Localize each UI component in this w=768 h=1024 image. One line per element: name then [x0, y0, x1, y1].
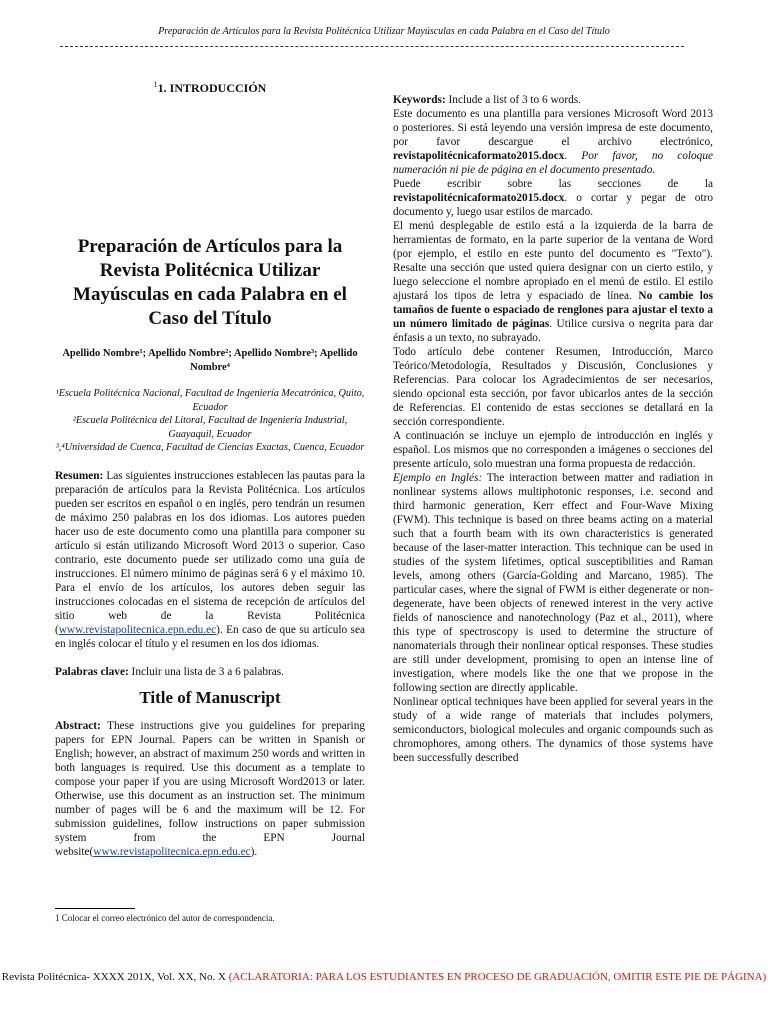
- page-footer: [0, 970, 768, 984]
- affiliation-3: ³,⁴Universidad de Cuenca, Facultad de Ciencias Exactas, Cuenca, Ecuador: [55, 442, 365, 453]
- section-heading: [55, 78, 365, 95]
- keywords: [393, 93, 713, 107]
- p3-bold: No cambie los tamaños de fuente o espaciado de renglones para ajustar el texto a un número limitado de páginas: [393, 290, 713, 330]
- footnote: 1 Colocar el correo electrónico del autor de correspondencia.: [55, 913, 275, 923]
- p3-end: . Utilice cursiva o negrita para dar énfasis a un texto, no subrayado.: [393, 318, 713, 344]
- palabras-clave-text: Incluir una lista de 3 a 6 palabras.: [128, 665, 285, 678]
- p2-filename: revistapolitécnicaformato2015.docx: [393, 192, 565, 204]
- english-title: Title of Manuscript: [139, 687, 281, 707]
- right-column: [393, 93, 713, 765]
- p3-text: El menú desplegable de estilo está a la izquierda de la barra de herramientas de formato, en la parte superior de la ventana de Word (por ejemplo, el estilo en este punto del documento es "Texto"). Resalte una sección que usted quiera designar con un cierto estilo, y luego seleccione el nombre apropiado en el menú de estilo. El estilo ajustará los tipos de letra y espaciado de línea.: [393, 220, 713, 302]
- p1-italic: Por favor, no coloque numeración ni pie de página en el documento presentado.: [393, 150, 713, 176]
- keywords-text: Include a list of 3 to 6 words.: [445, 94, 581, 106]
- keywords-label: Keywords:: [393, 94, 446, 106]
- palabras-clave: [55, 665, 365, 679]
- running-header: Preparación de Artículos para la Revista Politécnica Utilizar Mayúsculas en cada Palabra en el Caso del Título: [158, 26, 610, 37]
- paragraph-sections: [393, 177, 713, 219]
- resumen-text: Las siguientes instrucciones establecen las pautas para la preparación de artículos para la Revista Politécnica. Los artículos pueden ser escritos en español o en inglés, pero tendrán un resumen de máximo 250 palabras en los dos idiomas. Los autores pueden hacer uso de este documento como una plantilla para componer su artículo si están utilizando Microsoft Word 2013 o superior. Caso contrario, este documento puede ser utilizado como una guía de instrucciones. El número mínimo de páginas será 6 y el máximo 10. Para el envío de los artículos, los autores deben seguir las instrucciones colocadas en el sistema de recepción de artículos del sitio web de la Revista Politécnica (: [55, 469, 365, 636]
- paper-title: Preparación de Artículos para la Revista Politécnica Utilizar Mayúsculas en cada Palabra en el Caso del Título: [73, 236, 347, 329]
- resumen-text-end: ). En caso de que su artículo sea en inglés colocar el título y el resumen en los dos idiomas.: [55, 623, 365, 650]
- abstract-text: These instructions give you guidelines for preparing papers for EPN Journal. Papers can be written in Spanish or English; however, an abstract of maximum 250 words and written in both languages is required. Use this document as a template to compose your paper if you are using Microsoft Word2013 or later. Otherwise, use this document as an instruction set. The minimum number of pages will be 6 and the maximum will be 12. For submission guidelines, follow instructions on paper submission system from the EPN Journal website(: [55, 719, 365, 858]
- author-list: Apellido Nombre¹; Apellido Nombre²; Apellido Nombre³; Apellido Nombre⁴: [62, 348, 358, 373]
- paragraph-structure: Todo artículo debe contener Resumen, Introducción, Marco Teórico/Metodología, Resultados y Discusión, Conclusiones y Referencias. Para colocar los Agradecimientos de ser necesarios, siendo opcional esta sección, por favor ubicarlos antes de la sección de Referencias. El contenido de estas secciones se detallará en la sección correspondiente.: [393, 346, 713, 428]
- resumen-website-link[interactable]: www.revistapolitecnica.epn.edu.ec: [58, 623, 217, 636]
- paragraph-english-example: [393, 471, 713, 695]
- header-divider: [60, 46, 684, 47]
- paragraph-nonlinear: Nonlinear optical techniques have been applied for several years in the study of a wide range of materials that includes polymers, semiconductors, biological molecules and organic compounds such as chromophores, among others. The dynamics of those systems have been successfully described: [393, 696, 713, 764]
- paragraph-template: [393, 107, 713, 177]
- left-column: [55, 70, 365, 859]
- footer-journal: Revista Politécnica- XXXX 201X, Vol. XX, No. X: [1, 971, 229, 983]
- p1-filename: revistapolitécnicaformato2015.docx: [393, 150, 565, 162]
- p2-text: Puede escribir sobre las secciones de la: [393, 178, 713, 190]
- abstract-text-end: ).: [250, 845, 258, 858]
- p2-end: . o cortar y pegar de otro documento y, luego usar estilos de marcado.: [393, 192, 713, 218]
- section-heading-text: 1. INTRODUCCIÓN: [157, 81, 267, 95]
- p6-text: The interaction between matter and radiation in nonlinear systems allows multiphotonic responses, i.e. second and third harmonic generation, Kerr effect and Four-Wave Mixing (FWM). This technique is based on three beams acting on a material such that a fourth beam with its own characteristics is generated because of the laser-matter interaction. This technique can be used in studies of the system lifetimes, optical susceptibilities and Raman levels, among others (García-Golding and Marcano, 1985). The particular cases, where the signal of FWM is either degenerate or non-degenerate, have been objects of renewed interest in the very active fields of nanoscience and nanotechnology (Paz et al., 2011), where this type of spectroscopy is used to determine the structure of nanomaterials through their nonlinear optical responses. These studies are still under development, promising to open an intense line of investigation, where models like the one that we propose in the following section are directly applicable.: [393, 472, 713, 694]
- section-footnote-mark: 1: [153, 80, 158, 89]
- paragraph-example-intro: A continuación se incluye un ejemplo de introducción en inglés y español. Los mismos que no corresponden a imágenes o secciones del presente artículo, solo muestran una forma propuesta de redacción.: [393, 430, 713, 470]
- resumen-label: Resumen:: [55, 469, 104, 482]
- palabras-clave-label: Palabras clave:: [55, 665, 129, 678]
- abstract-paragraph: [55, 719, 365, 859]
- resumen-paragraph: [55, 469, 365, 651]
- affiliation-1: ¹Escuela Politécnica Nacional, Facultad de Ingeniería Mecatrónica, Quito, Ecuador: [55, 388, 365, 413]
- paragraph-style-menu: [393, 219, 713, 345]
- affiliation-2: ²Escuela Politécnica del Litoral, Facultad de Ingeniería Industrial, Guayaquil, Ecuador: [72, 415, 348, 440]
- abstract-label: Abstract:: [55, 719, 101, 732]
- abstract-website-link[interactable]: www.revistapolitecnica.epn.edu.ec: [93, 845, 251, 858]
- p1-sep: .: [564, 150, 582, 162]
- footer-note: (ACLARATORIA: PARA LOS ESTUDIANTES EN PROCESO DE GRADUACIÓN, OMITIR ESTE PIE DE PÁGINA): [228, 971, 767, 983]
- p6-italic-label: Ejemplo en Inglés:: [393, 472, 483, 484]
- affiliations: [55, 387, 365, 455]
- p1-text: Este documento es una plantilla para versiones Microsoft Word 2013 o posteriores. Si está leyendo una versión impresa de este documento, por favor descargue el archivo electrónico,: [393, 108, 713, 148]
- footnote-divider: [55, 908, 135, 909]
